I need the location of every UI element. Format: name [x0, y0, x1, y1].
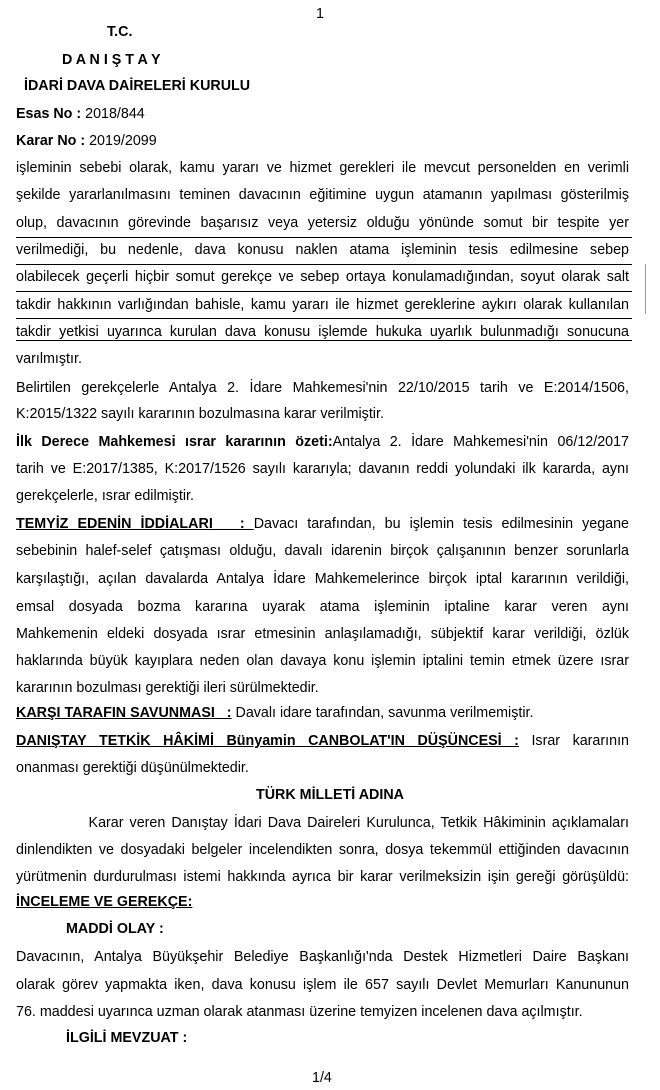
decision-line: yürütmenin durdurulması istemi hakkında ayrıca bir karar verilmeksizin işin gereği görüşüldü:: [16, 869, 629, 885]
nation-heading: TÜRK MİLLETİ ADINA: [256, 787, 404, 803]
decision-line: dinlendikten ve dosyadaki belgeler incelendikten sonra, dosya tekemmül ettiğinden davacının: [16, 842, 629, 858]
karar-label: Karar No :: [16, 133, 86, 149]
page-number-top: 1: [316, 6, 324, 22]
first-instance-line: tarih ve E:2017/1385, K:2017/1526 sayılı kararıyla; davanın reddi yolundaki ilk kararda, aynı: [16, 461, 629, 477]
intro-line: verilmediği, bu nedenle, dava konusu naklen atama işleminin tesis edilmesine sebep: [16, 242, 629, 258]
facts-line: olarak görev yapmakta iken, dava konusu işlem ile 657 sayılı Devlet Memurları Kanununun: [16, 977, 629, 993]
appeal-claims: [16, 515, 629, 533]
page-footer: 1/4: [312, 1070, 332, 1086]
first-instance-text: Antalya 2. İdare Mahkemesi'nin 06/12/2017: [332, 434, 629, 450]
intro-line: işleminin sebebi olarak, kamu yararı ve hizmet gerekleri ile mevcut personelden en verimli: [16, 160, 629, 176]
first-instance-heading: İlk Derece Mahkemesi ısrar kararının özeti:: [16, 434, 333, 450]
appeal-line: emsal dosyada bozma kararına uyarak atama işleminin iptaline karar veren aynı: [16, 599, 629, 615]
decision-line: Karar veren Danıştay İdari Dava Daireleri Kurulunca, Tetkik Hâkiminin açıklamaları: [16, 815, 629, 831]
intro-line: takdir yetkisi uyarınca kurulan dava konusu işlemde hukuka uyarlık bulunmadığı sonucuna: [16, 324, 629, 340]
tc-label: T.C.: [107, 24, 133, 40]
opinion-heading: DANIŞTAY TETKİK HÂKİMİ Bünyamin CANBOLAT'IN DÜŞÜNCESİ :: [16, 733, 519, 749]
board-name: İDARİ DAVA DAİRELERİ KURULU: [24, 78, 251, 94]
first-instance-summary: [16, 433, 629, 451]
reversal-line: K:2015/1322 sayılı kararının bozulmasına karar verilmiştir.: [16, 406, 384, 422]
intro-line: olup, davacının görevinde başarısız veya yetersiz olduğu yönünde somut bir tespite yer: [16, 215, 629, 231]
horizontal-rule: [16, 318, 632, 319]
facts-line: Davacının, Antalya Büyükşehir Belediye Başkanlığı'nda Destek Hizmetleri Daire Başkanı: [16, 949, 629, 965]
facts-heading: MADDİ OLAY :: [66, 921, 164, 937]
appeal-line: Mahkemenin eldeki dosyada ısrar etmesinin anlaşılamadığı, sübjektif karar verildiği, özlük: [16, 626, 629, 642]
appeal-line: karşılaştığı, açılan davalarda Antalya İdare Mahkemelerince birçok iptal kararının verildiği,: [16, 571, 629, 587]
karar-number: [16, 133, 157, 149]
intro-line: takdir hakkının varlığından bahisle, kamu yararı ile hizmet gereklerine aykırı olarak kullanılan: [16, 297, 629, 313]
horizontal-rule: [16, 237, 632, 238]
appeal-line: sebebinin halef-selef çatışması olduğu, davalı idarenin birçok çalışanının benzer sorunlarla: [16, 543, 629, 559]
intro-line: şekilde yararlanılmasını teminen davacının eğitimine uygun atamanın yapılması gösterilmiş: [16, 187, 629, 203]
defense-section: [16, 705, 533, 721]
horizontal-rule: [16, 291, 632, 292]
defense-heading: KARŞI TARAFIN SAVUNMASI :: [16, 705, 232, 721]
appeal-line: haklarında büyük kayıplara neden olan davaya konu işlemin iptalini temin etmek üzere ısrar: [16, 653, 629, 669]
legislation-heading: İLGİLİ MEVZUAT :: [66, 1030, 188, 1046]
margin-mark: [645, 264, 646, 314]
opinion-text: Israr kararının: [518, 733, 629, 749]
facts-line: 76. maddesi uyarınca uzman olarak atanması üzerine temyizen incelenen dava açılmıştır.: [16, 1004, 583, 1020]
esas-value: 2018/844: [81, 106, 145, 122]
esas-number: [16, 106, 145, 122]
review-heading: İNCELEME VE GEREKÇE:: [16, 894, 193, 910]
esas-label: Esas No :: [16, 106, 82, 122]
intro-line: varılmıştır.: [16, 351, 82, 367]
appeal-text: Davacı tarafından, bu işlemin tesis edilmesinin yegane: [253, 516, 630, 532]
appeal-heading: TEMYİZ EDENİN İDDİALARI :: [16, 516, 254, 532]
intro-line: olabilecek geçerli hiçbir somut gerekçe ve sebep ortaya konulamadığından, soyut olarak salt: [16, 269, 629, 285]
first-instance-line: gerekçelerle, ısrar edilmiştir.: [16, 488, 194, 504]
reversal-line: Belirtilen gerekçelerle Antalya 2. İdare Mahkemesi'nin 22/10/2015 tarih ve E:2014/1506,: [16, 380, 629, 396]
defense-text: Davalı idare tarafından, savunma verilmemiştir.: [231, 705, 534, 721]
appeal-line: kararının bozulması gerektiği ileri sürülmektedir.: [16, 680, 319, 696]
karar-value: 2019/2099: [85, 133, 157, 149]
opinion-line: onanması gerektiği düşünülmektedir.: [16, 760, 249, 776]
court-name: D A N I Ş T A Y: [62, 52, 161, 68]
horizontal-rule: [16, 264, 632, 265]
horizontal-rule: [16, 340, 632, 341]
opinion-section: [16, 732, 629, 750]
